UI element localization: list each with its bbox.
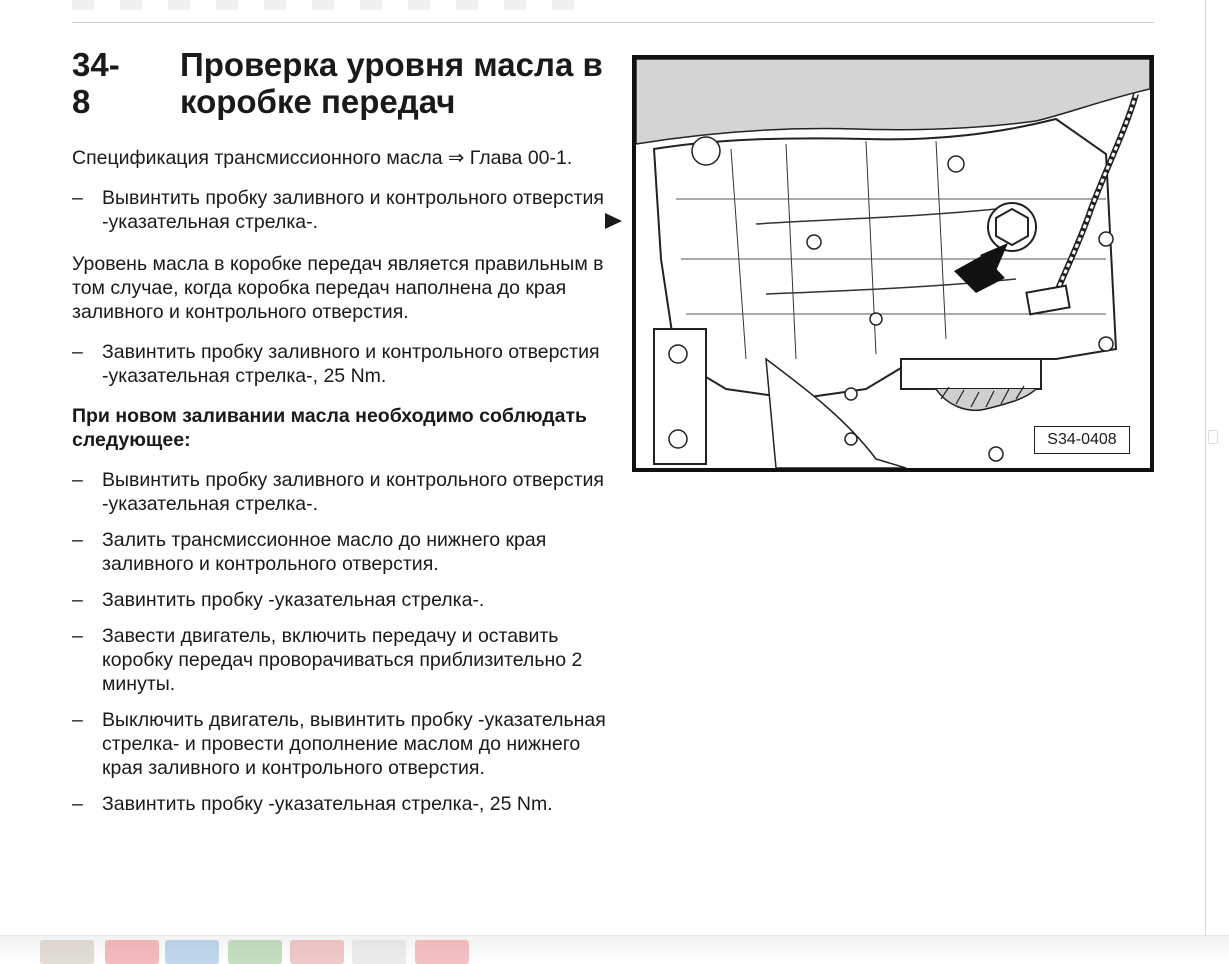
refill-step	[72, 792, 612, 816]
dash-bullet: –	[72, 341, 83, 363]
dash-bullet: –	[72, 709, 83, 731]
gearbox-illustration-icon	[636, 59, 1150, 468]
step-text: Вывинтить пробку заливного и контрольного отверстия -указательная стрелка-.	[102, 469, 604, 515]
step-text: Завинтить пробку заливного и контрольного отверстия -указательная стрелка-, 25 Nm.	[102, 341, 600, 387]
dash-bullet: –	[72, 469, 83, 491]
gearbox-figure	[632, 55, 1154, 472]
taskbar-item[interactable]	[290, 940, 344, 964]
figure-pointer-icon	[605, 213, 622, 229]
section-number: 34-8	[72, 46, 120, 120]
instructions-body	[72, 146, 612, 828]
dash-bullet: –	[72, 187, 83, 209]
dash-bullet: –	[72, 589, 83, 611]
oil-spec-paragraph: Спецификация трансмиссионного масла ⇒ Глава 00-1.	[72, 147, 573, 169]
step-item	[72, 186, 612, 234]
step-text: Выключить двигатель, вывинтить пробку -указательная стрелка- и провести дополнение маслом до нижнего края заливного и контрольного отверстия.	[102, 709, 606, 779]
taskbar-item[interactable]	[165, 940, 219, 964]
refill-step	[72, 624, 612, 696]
step-item	[72, 340, 612, 388]
taskbar-item[interactable]	[40, 940, 94, 964]
taskbar-item[interactable]	[352, 940, 406, 964]
oil-level-paragraph: Уровень масла в коробке передач является правильным в том случае, когда коробка передач наполнена до края заливного и контрольного отверстия.	[72, 253, 604, 323]
figure-label: S34-0408	[1034, 426, 1130, 454]
refill-step	[72, 588, 612, 612]
taskbar-item[interactable]	[228, 940, 282, 964]
refill-step	[72, 708, 612, 780]
step-text: Завести двигатель, включить передачу и оставить коробку передач проворачиваться приблизительно 2 минуты.	[102, 625, 583, 695]
section-title: Проверка уровня масла в коробке передач	[180, 46, 603, 120]
step-text: Залить трансмиссионное масло до нижнего края заливного и контрольного отверстия.	[102, 529, 547, 575]
header-rule	[72, 22, 1154, 23]
step-text: Завинтить пробку -указательная стрелка-.	[102, 589, 485, 611]
taskbar-item[interactable]	[415, 940, 469, 964]
dash-bullet: –	[72, 793, 83, 815]
dash-bullet: –	[72, 529, 83, 551]
toolbar-remnant	[72, 0, 592, 10]
refill-step	[72, 528, 612, 576]
step-text: Вывинтить пробку заливного и контрольного отверстия -указательная стрелка-.	[102, 187, 604, 233]
page-edge	[1205, 0, 1206, 935]
step-text: Завинтить пробку -указательная стрелка-, 25 Nm.	[102, 793, 553, 815]
taskbar-item[interactable]	[105, 940, 159, 964]
refill-step	[72, 468, 612, 516]
taskbar-remnant	[0, 935, 1229, 963]
refill-heading: При новом заливании масла необходимо соблюдать следующее:	[72, 405, 587, 451]
scrollbar-handle[interactable]	[1208, 430, 1218, 444]
dash-bullet: –	[72, 625, 83, 647]
